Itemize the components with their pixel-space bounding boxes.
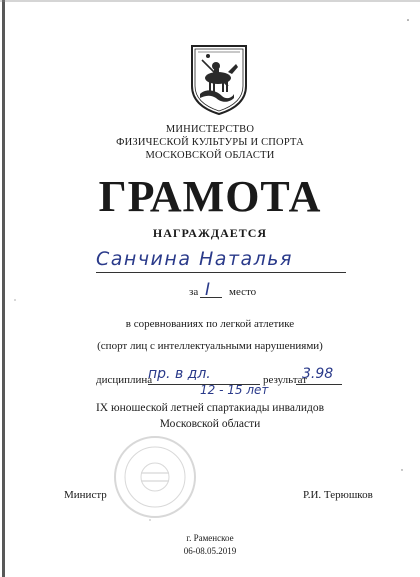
result-value: 3.98 <box>302 366 334 382</box>
region-line: Московской области <box>159 418 261 430</box>
competition-line: в соревнованиях по легкой атлетике <box>125 318 295 330</box>
awarded-label: НАГРАЖДАЕТСЯ <box>152 226 268 240</box>
signatory-title: Министр <box>64 489 107 501</box>
result-label: результат <box>263 374 308 386</box>
issuer-line: МОСКОВСКОЙ ОБЛАСТИ <box>145 150 275 161</box>
recipient-name: Санчина Наталья <box>96 248 293 270</box>
discipline-value: пр. в дл. <box>148 366 211 382</box>
issue-city: г. Раменское <box>186 533 234 543</box>
discipline-label: дисциплина <box>96 374 153 386</box>
age-group-value: 12 - 15 лет <box>200 383 269 397</box>
place-value: I <box>205 280 211 300</box>
place-prefix: за <box>189 286 199 298</box>
event-dates: 06-08.05.2019 <box>183 546 237 556</box>
place-suffix: место <box>229 286 257 298</box>
signatory-name: Р.И. Терюшков <box>303 489 373 501</box>
document-title: ГРАМОТА <box>98 172 322 221</box>
issuer-line: ФИЗИЧЕСКОЙ КУЛЬТУРЫ И СПОРТА <box>116 137 304 148</box>
category-line: (спорт лиц с интеллектуальными нарушениями) <box>97 340 323 352</box>
issuer-line: МИНИСТЕРСТВО <box>165 124 255 135</box>
event-line: IX юношеской летней спартакиады инвалидов <box>95 402 325 414</box>
